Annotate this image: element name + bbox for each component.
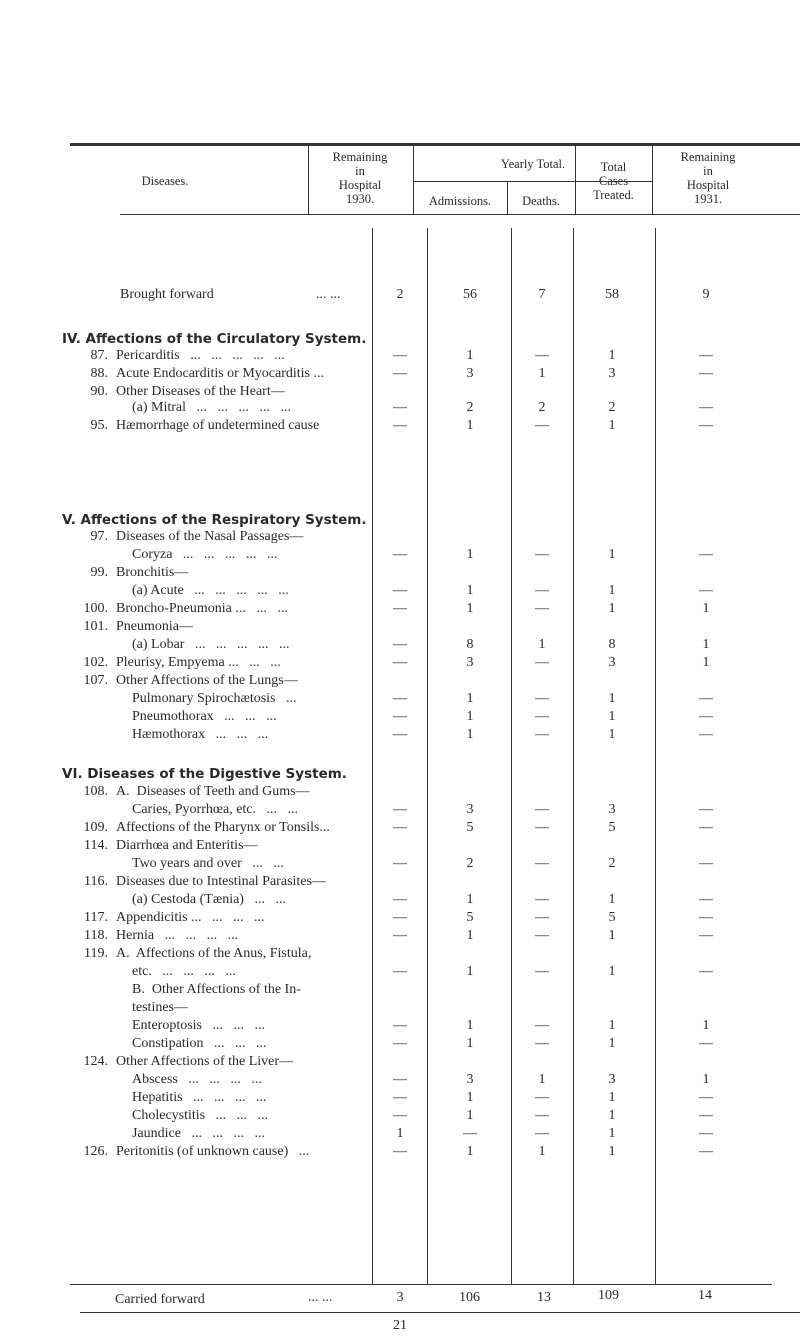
row-value: —: [535, 1126, 549, 1141]
row-label: Diseases of the Nasal Passages—: [116, 529, 304, 544]
row-label: Pneumonia—: [116, 619, 193, 634]
row-label: (a) Acute ... ... ... ... ...: [132, 583, 289, 598]
row-value: —: [393, 583, 407, 598]
row-value: —: [699, 820, 713, 835]
row-number: 109.: [83, 820, 108, 835]
row-label: Hæmothorax ... ... ...: [132, 727, 269, 742]
row-value: —: [535, 892, 549, 907]
row-number: 107.: [83, 673, 108, 688]
row-number: 87.: [90, 348, 108, 363]
row-value: 1: [608, 691, 616, 706]
row-value: 3: [466, 655, 474, 670]
carried-forward-rule: [70, 1284, 772, 1285]
row-value: —: [393, 1144, 407, 1159]
row-value: —: [393, 691, 407, 706]
header-admissions: Admissions.: [428, 194, 492, 208]
header-remaining-1931-line: in: [703, 164, 713, 178]
row-label: Coryza ... ... ... ... ...: [132, 547, 278, 562]
row-value: —: [699, 691, 713, 706]
brought-forward-dots: ... ...: [316, 287, 341, 302]
body-divider-5: [655, 228, 656, 1284]
row-value: 2: [608, 856, 616, 871]
row-value: —: [699, 1126, 713, 1141]
row-value: 1: [608, 892, 616, 907]
row-value: —: [699, 928, 713, 943]
row-value: 1: [608, 583, 616, 598]
header-remaining-1930-line: in: [355, 164, 365, 178]
row-label: (a) Lobar ... ... ... ... ...: [132, 637, 290, 652]
row-value: —: [535, 1090, 549, 1105]
row-value: 1: [538, 637, 546, 652]
row-value: 1: [466, 601, 474, 616]
row-value: 1: [466, 928, 474, 943]
row-value: 3: [608, 802, 616, 817]
row-value: 1: [608, 709, 616, 724]
row-number: 118.: [84, 928, 108, 943]
row-value: 5: [466, 820, 474, 835]
row-value: 1: [702, 637, 710, 652]
section-heading-circulatory: IV. Affections of the Circulatory System.: [62, 331, 367, 347]
row-value: 1: [538, 1144, 546, 1159]
row-value: 1: [608, 928, 616, 943]
row-value: —: [699, 400, 713, 415]
row-value: 1: [608, 601, 616, 616]
brought-forward-value: 58: [605, 287, 619, 302]
header-total-cases-line: Total: [600, 160, 627, 174]
row-value: 1: [466, 547, 474, 562]
row-value: —: [393, 928, 407, 943]
row-value: 3: [466, 802, 474, 817]
row-value: 2: [466, 400, 474, 415]
row-label: Diseases due to Intestinal Parasites—: [116, 874, 326, 889]
row-value: —: [699, 856, 713, 871]
row-number: 90.: [90, 384, 108, 399]
row-number: 95.: [90, 418, 108, 433]
row-label: Other Affections of the Lungs—: [116, 673, 298, 688]
row-number: 101.: [83, 619, 108, 634]
row-value: —: [393, 366, 407, 381]
row-label: Acute Endocarditis or Myocarditis ...: [116, 366, 325, 381]
row-value: 3: [608, 655, 616, 670]
carried-forward-dots: ... ...: [308, 1290, 333, 1305]
row-number: 108.: [83, 784, 108, 799]
carried-forward-value: 109: [598, 1288, 619, 1303]
header-remaining-1930-line: 1930.: [345, 192, 375, 206]
row-label: Hernia ... ... ... ...: [116, 928, 239, 943]
row-value: —: [393, 820, 407, 835]
brought-forward-value: 9: [702, 287, 710, 302]
row-value: —: [535, 802, 549, 817]
carried-forward-value: 14: [698, 1288, 712, 1303]
row-value: —: [535, 655, 549, 670]
row-value: 8: [608, 637, 616, 652]
body-divider-2: [427, 228, 428, 1284]
row-label: Jaundice ... ... ... ...: [132, 1126, 265, 1141]
row-value: —: [535, 547, 549, 562]
row-value: 1: [608, 1036, 616, 1051]
row-value: —: [393, 727, 407, 742]
row-value: 5: [466, 910, 474, 925]
row-value: 2: [608, 400, 616, 415]
row-value: —: [393, 709, 407, 724]
header-remaining-1930-line: Hospital: [338, 178, 382, 192]
row-value: —: [393, 348, 407, 363]
row-value: 1: [466, 892, 474, 907]
row-value: —: [393, 1072, 407, 1087]
row-value: 2: [538, 400, 546, 415]
row-value: 1: [608, 1108, 616, 1123]
row-value: 3: [608, 366, 616, 381]
row-label: Pulmonary Spirochætosis ...: [132, 691, 297, 706]
header-bottom-rule: [120, 214, 800, 215]
row-value: —: [393, 856, 407, 871]
row-label: A. Affections of the Anus, Fistula,: [116, 946, 312, 961]
brought-forward-value: 56: [463, 287, 477, 302]
row-value: —: [699, 583, 713, 598]
row-label: Hepatitis ... ... ... ...: [132, 1090, 267, 1105]
row-number: 124.: [83, 1054, 108, 1069]
row-value: 1: [608, 1126, 616, 1141]
row-value: —: [699, 348, 713, 363]
row-label: (a) Cestoda (Tænia) ... ...: [132, 892, 286, 907]
row-value: —: [535, 709, 549, 724]
row-label: Cholecystitis ... ... ...: [132, 1108, 269, 1123]
row-label: B. Other Affections of the In-: [132, 982, 301, 997]
row-value: —: [393, 547, 407, 562]
row-value: —: [393, 637, 407, 652]
row-value: —: [535, 1036, 549, 1051]
row-value: 5: [608, 820, 616, 835]
row-value: 1: [466, 727, 474, 742]
row-value: 1: [608, 1090, 616, 1105]
body-divider-4: [573, 228, 574, 1284]
row-value: —: [535, 856, 549, 871]
row-value: —: [535, 691, 549, 706]
carried-forward-value: 13: [537, 1290, 551, 1305]
row-value: —: [393, 1018, 407, 1033]
row-value: —: [699, 418, 713, 433]
header-remaining-1931-line: Hospital: [686, 178, 730, 192]
row-value: 1: [466, 964, 474, 979]
header-remaining-1930-line: Remaining: [332, 150, 388, 164]
row-value: 1: [466, 1036, 474, 1051]
row-label: etc. ... ... ... ...: [132, 964, 236, 979]
row-value: 5: [608, 910, 616, 925]
row-value: 1: [466, 418, 474, 433]
row-value: —: [393, 802, 407, 817]
row-label: testines—: [132, 1000, 188, 1015]
header-remaining-1931: [654, 150, 762, 206]
row-value: —: [699, 802, 713, 817]
row-value: 1: [608, 727, 616, 742]
row-value: 1: [538, 366, 546, 381]
body-divider-3: [511, 228, 512, 1284]
header-deaths: Deaths.: [522, 194, 560, 208]
row-value: —: [699, 892, 713, 907]
row-value: 1: [702, 655, 710, 670]
row-number: 99.: [90, 565, 108, 580]
brought-forward-value: 2: [396, 287, 404, 302]
row-number: 119.: [84, 946, 108, 961]
header-yearly-total: Yearly Total.: [500, 157, 566, 171]
row-value: 3: [608, 1072, 616, 1087]
carried-forward-label: Carried forward: [115, 1292, 205, 1307]
row-number: 114.: [84, 838, 108, 853]
header-total-cases-line: Treated.: [593, 188, 634, 202]
row-value: —: [535, 1108, 549, 1123]
row-value: —: [699, 1108, 713, 1123]
row-value: 1: [702, 1018, 710, 1033]
section-heading-digestive: VI. Diseases of the Digestive System.: [62, 766, 347, 782]
body-divider-1: [372, 228, 373, 1284]
row-label: Two years and over ... ...: [132, 856, 284, 871]
row-number: 88.: [90, 366, 108, 381]
row-value: —: [393, 418, 407, 433]
row-number: 102.: [83, 655, 108, 670]
row-label: Caries, Pyorrhœa, etc. ... ...: [132, 802, 299, 817]
header-remaining-1931-line: 1931.: [693, 192, 723, 206]
header-top-rule: [70, 143, 800, 146]
row-value: —: [699, 1144, 713, 1159]
row-value: —: [699, 910, 713, 925]
row-value: 1: [608, 547, 616, 562]
row-value: —: [699, 727, 713, 742]
row-label: Other Affections of the Liver—: [116, 1054, 294, 1069]
row-value: —: [393, 1090, 407, 1105]
row-value: 1: [608, 964, 616, 979]
row-value: —: [393, 1108, 407, 1123]
brought-forward-value: 7: [538, 287, 546, 302]
row-value: —: [699, 547, 713, 562]
row-label: Pleurisy, Empyema ... ... ...: [116, 655, 281, 670]
row-number: 116.: [84, 874, 108, 889]
row-value: 1: [466, 1108, 474, 1123]
header-remaining-1930: [312, 150, 408, 206]
row-label: Affections of the Pharynx or Tonsils...: [116, 820, 330, 835]
row-value: 1: [396, 1126, 404, 1141]
row-value: —: [535, 964, 549, 979]
row-label: Enteroptosis ... ... ...: [132, 1018, 265, 1033]
header-total-cases-line: Cases: [598, 174, 629, 188]
row-value: 8: [466, 637, 474, 652]
row-value: —: [535, 727, 549, 742]
row-value: —: [535, 348, 549, 363]
header-diseases: Diseases.: [141, 174, 189, 188]
row-value: —: [699, 964, 713, 979]
section-heading-respiratory: V. Affections of the Respiratory System.: [62, 512, 367, 528]
header-total-cases: [575, 160, 652, 202]
row-value: —: [393, 601, 407, 616]
row-value: 1: [466, 348, 474, 363]
row-value: —: [535, 418, 549, 433]
row-value: 1: [608, 418, 616, 433]
carried-forward-value: 106: [459, 1290, 480, 1305]
row-label: Abscess ... ... ... ...: [132, 1072, 262, 1087]
row-value: 1: [538, 1072, 546, 1087]
row-label: Bronchitis—: [116, 565, 189, 580]
carried-forward-value: 3: [396, 1290, 404, 1305]
row-value: —: [535, 928, 549, 943]
row-value: —: [535, 1018, 549, 1033]
row-value: 1: [702, 601, 710, 616]
row-label: Hæmorrhage of undetermined cause: [116, 418, 320, 433]
row-value: —: [393, 655, 407, 670]
row-value: 1: [466, 709, 474, 724]
header-remaining-1931-line: Remaining: [680, 150, 736, 164]
row-value: —: [699, 366, 713, 381]
row-label: A. Diseases of Teeth and Gums—: [116, 784, 310, 799]
row-value: 1: [466, 1090, 474, 1105]
row-value: —: [699, 709, 713, 724]
header-divider-1: [308, 146, 309, 214]
row-value: —: [463, 1126, 477, 1141]
row-value: —: [535, 583, 549, 598]
brought-forward-label: Brought forward: [120, 287, 214, 302]
bottom-rule: [80, 1312, 800, 1313]
row-value: 2: [466, 856, 474, 871]
row-value: 1: [466, 1144, 474, 1159]
page-number: 21: [393, 1318, 407, 1333]
row-number: 100.: [83, 601, 108, 616]
row-value: —: [535, 910, 549, 925]
row-value: 1: [466, 583, 474, 598]
row-label: Broncho-Pneumonia ... ... ...: [116, 601, 288, 616]
row-value: 1: [608, 1018, 616, 1033]
row-value: —: [699, 1036, 713, 1051]
row-label: Peritonitis (of unknown cause) ...: [116, 1144, 310, 1159]
row-label: Other Diseases of the Heart—: [116, 384, 285, 399]
row-label: (a) Mitral ... ... ... ... ...: [132, 400, 292, 415]
row-value: 1: [608, 348, 616, 363]
row-value: 1: [702, 1072, 710, 1087]
row-number: 117.: [84, 910, 108, 925]
row-value: —: [393, 910, 407, 925]
row-label: Pneumothorax ... ... ...: [132, 709, 277, 724]
row-value: 1: [608, 1144, 616, 1159]
row-label: Pericarditis ... ... ... ... ...: [116, 348, 285, 363]
row-value: —: [535, 601, 549, 616]
row-number: 126.: [83, 1144, 108, 1159]
row-number: 97.: [90, 529, 108, 544]
row-value: —: [699, 1090, 713, 1105]
row-value: —: [393, 400, 407, 415]
row-value: 3: [466, 1072, 474, 1087]
row-value: —: [535, 820, 549, 835]
row-value: 1: [466, 691, 474, 706]
row-label: Constipation ... ... ...: [132, 1036, 267, 1051]
row-value: 1: [466, 1018, 474, 1033]
row-value: —: [393, 964, 407, 979]
row-label: Diarrhœa and Enteritis—: [116, 838, 258, 853]
row-label: Appendicitis ... ... ... ...: [116, 910, 265, 925]
row-value: —: [393, 1036, 407, 1051]
row-value: —: [393, 892, 407, 907]
row-value: 3: [466, 366, 474, 381]
